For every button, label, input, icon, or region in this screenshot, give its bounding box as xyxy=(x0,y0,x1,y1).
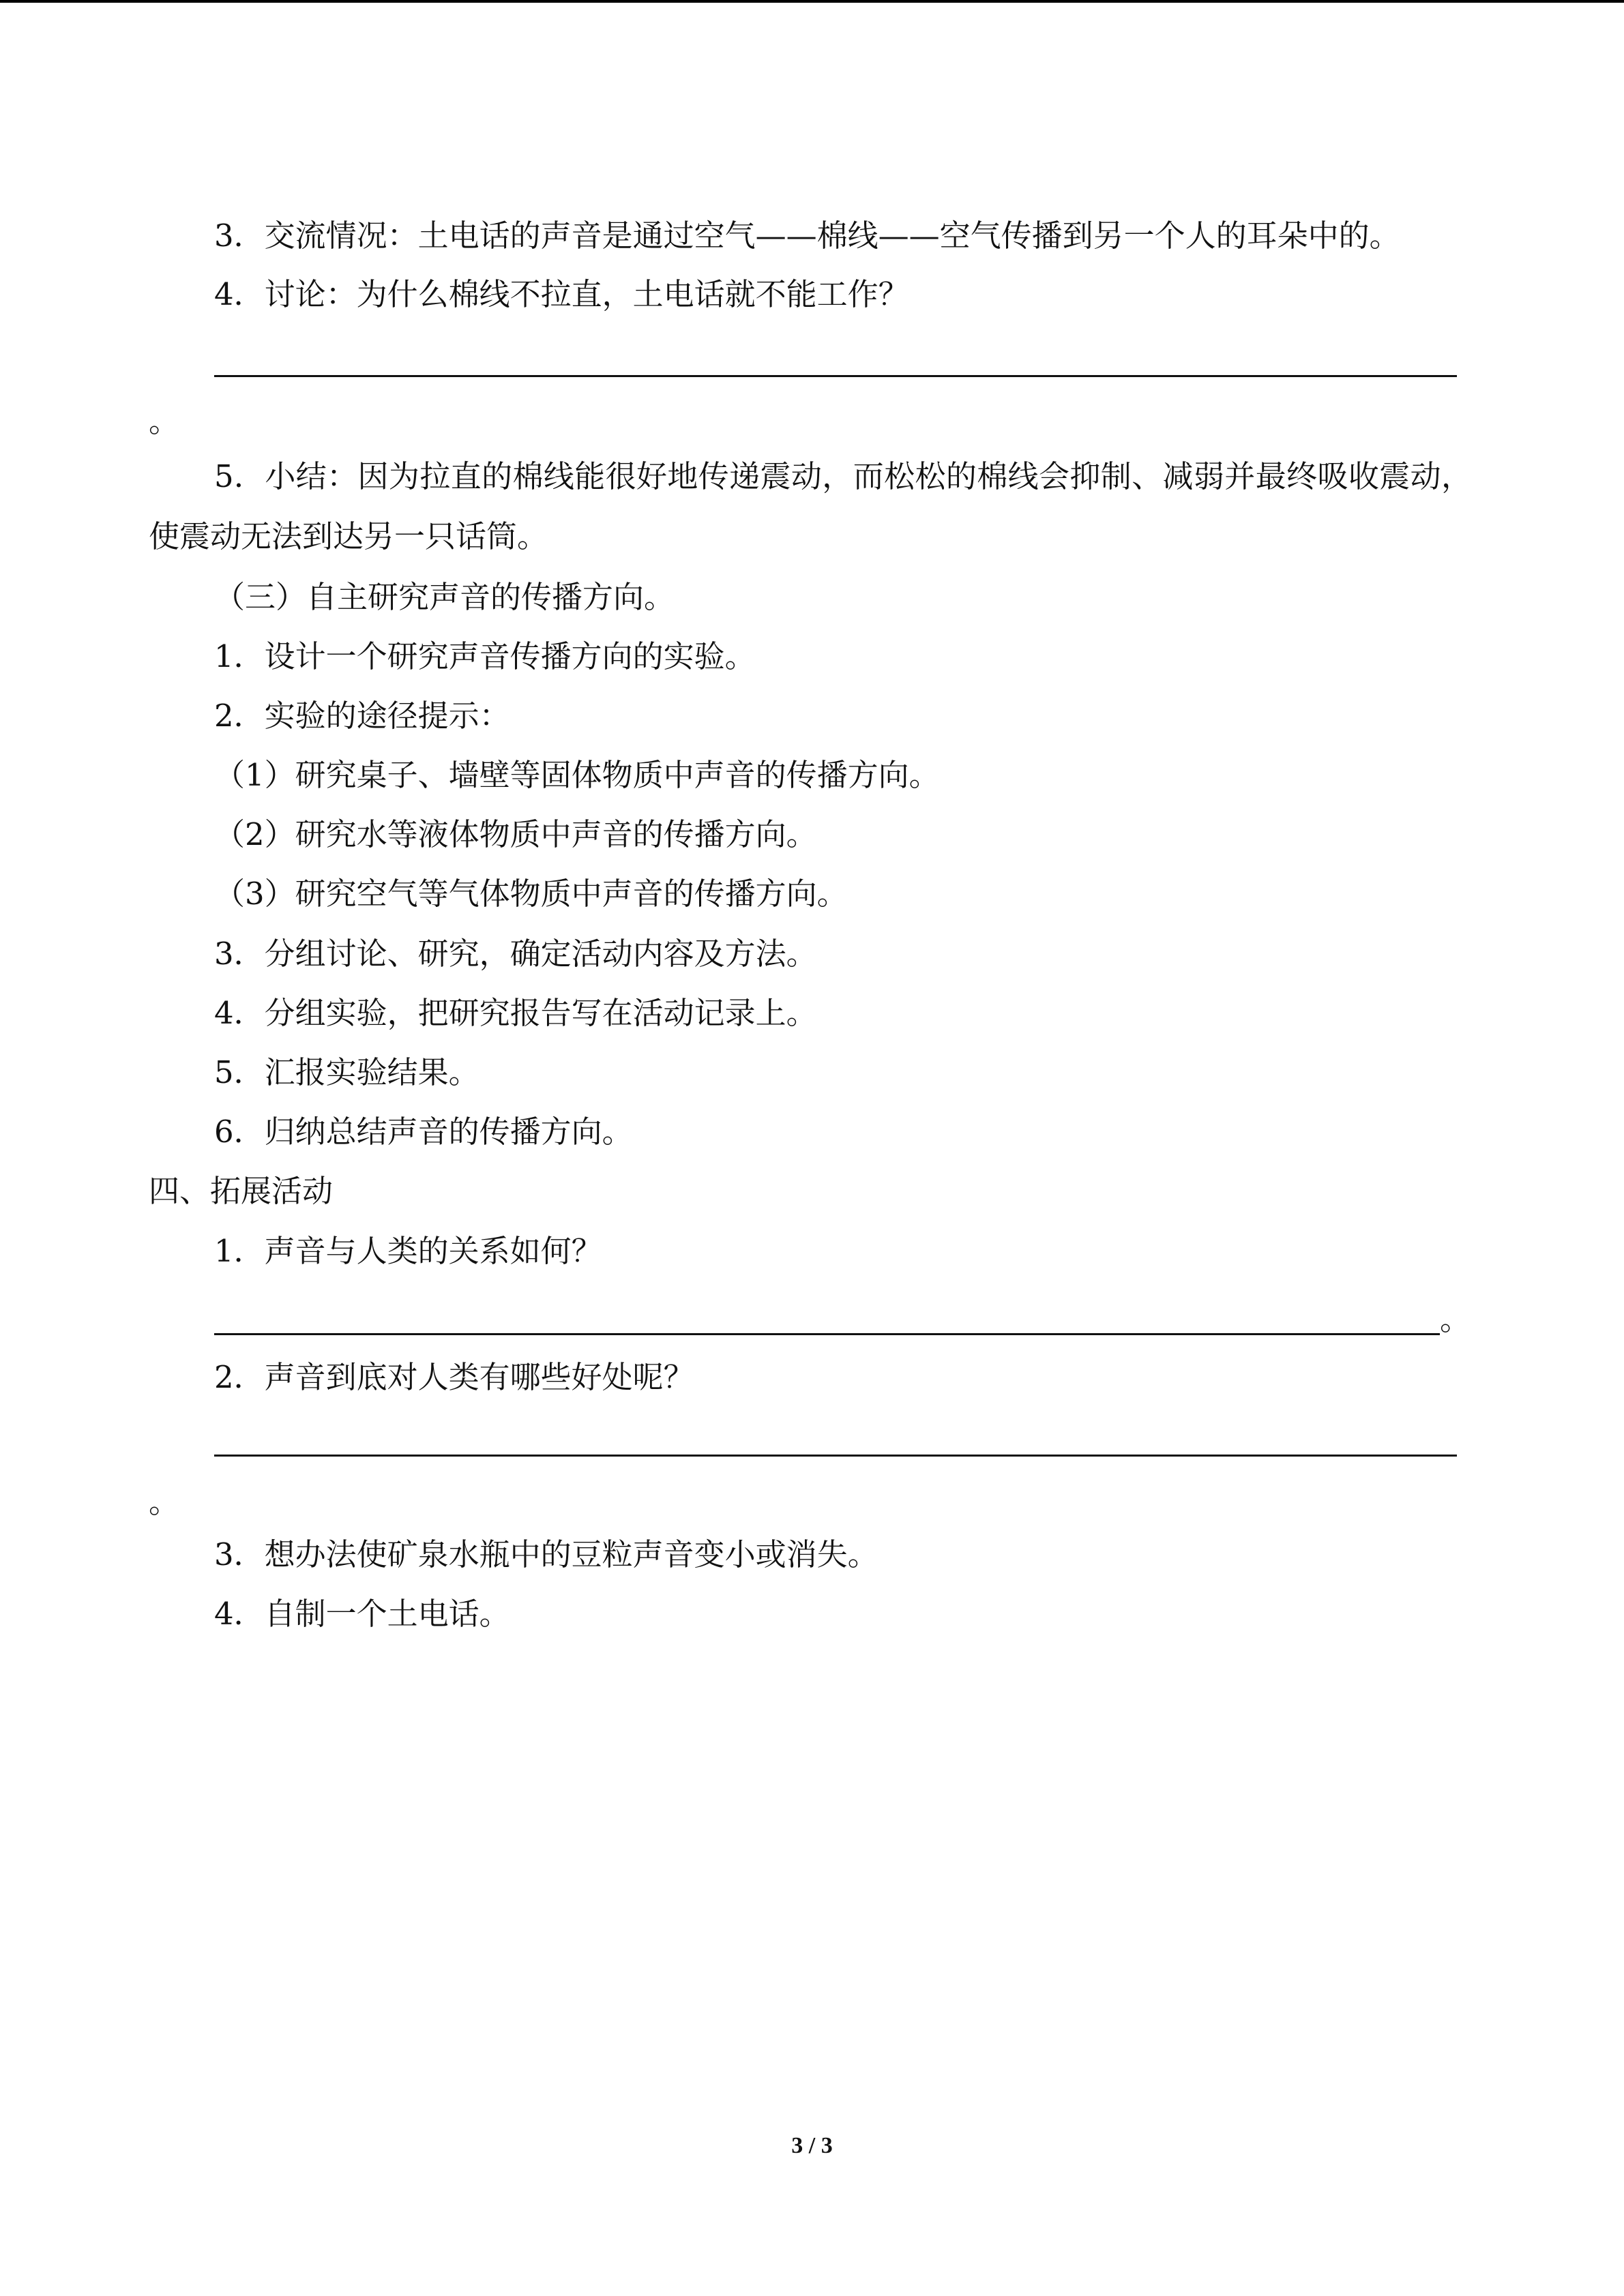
extension-1-question: 1．声音与人类的关系如何？ xyxy=(214,1233,602,1269)
page-number: 3 / 3 xyxy=(791,2133,833,2158)
hint-1-solid: （1）研究桌子、墙壁等固体物质中声音的传播方向。 xyxy=(214,757,940,793)
section-3-heading: （三）自主研究声音的传播方向。 xyxy=(214,579,675,615)
hint-3-gas: （3）研究空气等气体物质中声音的传播方向。 xyxy=(214,876,848,912)
step-4-group-experiment: 4．分组实验，把研究报告写在活动记录上。 xyxy=(214,995,817,1031)
step-3-group-discussion: 3．分组讨论、研究，确定活动内容及方法。 xyxy=(214,936,817,972)
extension-2-question: 2．声音到底对人类有哪些好处呢？ xyxy=(214,1359,694,1395)
item-5-summary: 5．小结：因为拉直的棉线能很好地传递震动，而松松的棉线会抑制、减弱并最终吸收震动，使震动无法到达另一只话筒。 xyxy=(149,458,1472,554)
step-1-design: 1．设计一个研究声音传播方向的实验。 xyxy=(214,638,756,674)
extension-3-task: 3．想办法使矿泉水瓶中的豆粒声音变小或消失。 xyxy=(214,1536,879,1572)
step-5-report: 5．汇报实验结果。 xyxy=(214,1054,479,1090)
answer-line-discussion xyxy=(214,375,1457,377)
section-4-heading: 四、拓展活动 xyxy=(149,1173,334,1209)
answer-line-benefits xyxy=(214,1455,1457,1457)
hint-2-liquid: （2）研究水等液体物质中声音的传播方向。 xyxy=(214,816,817,852)
step-6-conclude: 6．归纳总结声音的传播方向。 xyxy=(214,1114,633,1150)
top-border-rule xyxy=(0,0,1624,3)
step-2-hints: 2．实验的途径提示： xyxy=(214,698,510,734)
item-3-exchange: 3．交流情况：土电话的声音是通过空气——棉线——空气传播到另一个人的耳朵中的。 xyxy=(214,218,1400,254)
answer-line-relationship xyxy=(214,1333,1440,1335)
extension-4-task: 4．自制一个土电话。 xyxy=(214,1596,510,1632)
answer-end-period: 。 xyxy=(149,403,180,439)
answer-end-period: 。 xyxy=(149,1484,180,1520)
item-4-discussion: 4．讨论：为什么棉线不拉直，土电话就不能工作？ xyxy=(214,276,909,312)
answer-end-period: 。 xyxy=(1440,1301,1471,1337)
